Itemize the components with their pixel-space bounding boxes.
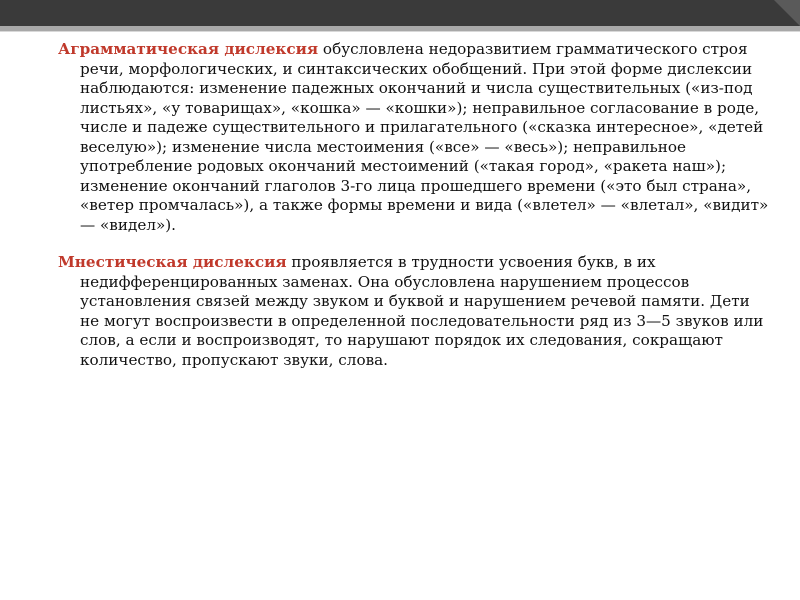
paragraph-mnestic-dyslexia bbox=[58, 253, 770, 370]
paragraph-text: проявляется в трудности усвоения букв, в их недифференцированных заменах. Она обусловлена нарушением процессов установления связей между звуком и буквой и нарушением речевой памяти. Дети не могут воспроизвести в определенной последовательности ряд из 3—5 звуков или слов, а если и воспроизводят, то нарушают порядок их следования, сокращают количество, пропускают звуки, слова. bbox=[80, 253, 764, 369]
paragraph-agrammatic-dyslexia bbox=[58, 40, 770, 235]
term-agrammatic-dyslexia: Аграмматическая дислексия bbox=[58, 40, 319, 58]
slide-header-bar bbox=[0, 0, 800, 26]
paragraph-text: обусловлена недоразвитием грамматического строя речи, морфологических, и синтаксических обобщений. При этой форме дислексии наблюдаются: изменение падежных окончаний и числа существительных («из-под листьях», «у товарищах», «кошка» — «кошки»); неправильное согласование в роде, числе и падеже существительного и прилагательного («сказка интересное», «детей веселую»); изменение числа местоимения («все» — «весь»); неправильное употребление родовых окончаний местоимений («такая город», «ракета наш»); изменение окончаний глаголов 3-го лица прошедшего времени («это был страна», «ветер промчалась»), а также формы времени и вида («влетел» — «влетал», «видит» — «видел»). bbox=[80, 40, 769, 234]
slide-body bbox=[58, 40, 770, 370]
header-divider-line bbox=[0, 31, 800, 32]
header-corner-decoration bbox=[774, 0, 800, 26]
term-mnestic-dyslexia: Мнестическая дислексия bbox=[58, 253, 287, 271]
